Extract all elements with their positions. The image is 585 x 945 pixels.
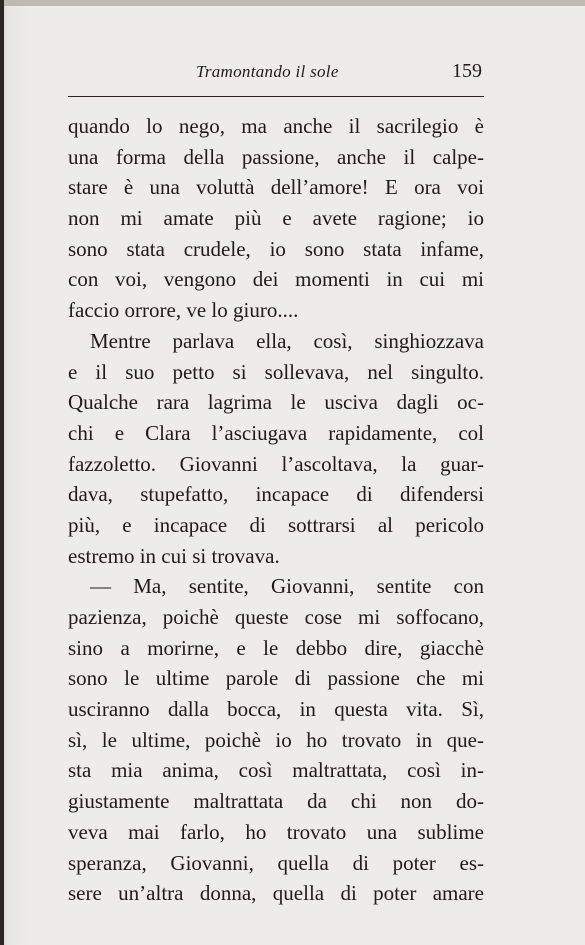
text-line: sono le ultime parole di passione che mi: [68, 666, 484, 691]
text-line: una forma della passione, anche il calpe-: [68, 144, 484, 169]
text-line: sì, le ultime, poichè io ho trovato in que-: [68, 727, 484, 752]
page-binding-edge: [0, 0, 4, 945]
text-line: chi e Clara l’asciugava rapidamente, col: [68, 420, 484, 445]
text-line: sta mia anima, così maltrattata, così in-: [68, 758, 484, 783]
header-rule: [68, 96, 484, 97]
running-head: [0, 60, 585, 90]
text-line: non mi amate più e avete ragione; io: [68, 206, 484, 231]
text-line: fazzoletto. Giovanni l’ascoltava, la guar-: [68, 451, 484, 476]
text-line: sono stata crudele, io sono stata infame,: [68, 236, 484, 261]
text-line: Qualche rara lagrima le usciva dagli oc-: [68, 390, 484, 415]
text-line: quando lo nego, ma anche il sacrilegio è: [68, 114, 484, 138]
page-number: 159: [452, 60, 482, 82]
text-line: pazienza, poichè queste cose mi soffocano,: [68, 605, 484, 629]
text-line: Mentre parlava ella, così, singhiozzava: [90, 328, 484, 353]
text-line: sere un’altra donna, quella di poter amare: [68, 881, 484, 906]
text-line: speranza, Giovanni, quella di poter es-: [68, 850, 484, 875]
text-line: stare è una voluttà dell’amore! E ora voi: [68, 175, 484, 200]
running-title: Tramontando il sole: [196, 62, 339, 81]
text-line: estremo in cui si trovava.: [68, 543, 280, 568]
page-top-edge: [0, 0, 585, 6]
text-line: usciranno dalla bocca, in questa vita. Sì,: [68, 697, 484, 722]
text-line: più, e incapace di sottrarsi al pericolo: [68, 512, 484, 537]
text-line: faccio orrore, ve lo giuro....: [68, 298, 299, 323]
body-text: [68, 111, 484, 909]
text-line: con voi, vengono dei momenti in cui mi: [68, 267, 484, 292]
text-line: — Ma, sentite, Giovanni, sentite con: [90, 574, 484, 599]
text-line: veva mai farlo, ho trovato una sublime: [68, 819, 484, 844]
text-line: e il suo petto si sollevava, nel singulto.: [68, 359, 484, 384]
text-line: sino a morirne, e le debbo dire, giacchè: [68, 635, 484, 660]
text-line: dava, stupefatto, incapace di difendersi: [68, 482, 484, 507]
text-line: giustamente maltrattata da chi non do-: [68, 789, 484, 814]
